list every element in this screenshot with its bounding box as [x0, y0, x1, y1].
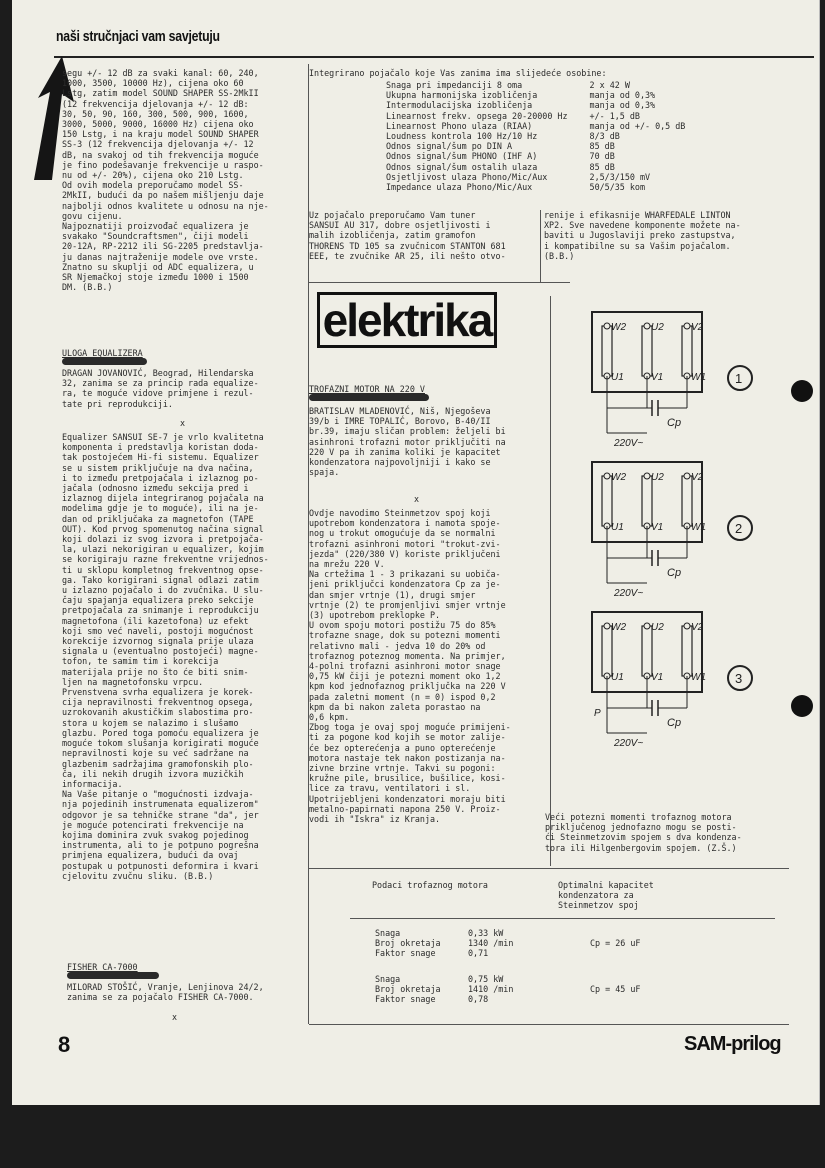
- terminal-label: U1: [611, 522, 624, 533]
- answer-equalizer: Equalizer SANSUI SE-7 je vrlo kvalitetna komponenta i predstavlja koristan doda- tak postojećem Hi-fi sistemu. Equalizer se u sistem priključuje na dva načina, i to između pretpojačala i izlaznog po- jačala (odnosno između sekcija pred i izlaznog dijela integriranog pojačala na modelima gdje je to moguće), ili na je- dan od priključaka za magnetofon (TAPE OUT). Kod prvog spomenutog načina signal koji dolazi iz svog izvora i pretpojača- la, ulazi nekorigiran u equalizer, kojim se korigiraju razne frekventne vrijednos- ti u sklopu kompletnog frekventnog opse- ga. Tako korigirani signal odlazi zatim u izlazno pojačalo i do zvučnika. U slu- čaju spajanja equalizera preko sekcije pretpojačala za snimanje i reprodukciju magnetofona (ili kazetofona) uz efekt koji smo već naveli, postoji mogućnost korekcije izvornog signala prije ulaza signala u (eventualno postojeći) magne- tofon, te samim tim i korekcija materijala prije no što će biti snim- ljen na magnetofonsku vrpcu. Prvenstvena svrha equalizera je korek- cija nepravilnosti frekventnog opsega, uzrokovanih akustičkim slabostima pro- stora u kojem se nalazimo i slušamo glazbu. Pored toga pomoću equalizera je moguće tokom slušanja korigirati moguće nepravilnosti koje su već sadržane na glazbenim sadržajima gramofonskih plo- ča, ili nekih drugih izvora muzičkih informacija. Na Vaše pitanje o "mogućnosti izdvaja- nja pojedinih instrumenata equalizerom" odgovor je sa tehničke strane "da", jer je moguće potencirati frekvencije na kojima dominira zvuk svakog pojedinog instrumenta, ali to je potpuno pogrešna primjena equalizera, budući da ovaj postupak u potpunosti deformira i kvari cjelovitu zvučnu sliku. (B.B.): [62, 432, 269, 881]
- table-rule: [350, 918, 775, 919]
- spec-value: manja od +/- 0,5 dB: [589, 120, 686, 131]
- heading-marker: [62, 358, 147, 365]
- spec-label: Linearnost Phono ulaza (RIAA): [386, 120, 533, 131]
- spec-label: Ukupna harmonijska izobličenja: [386, 90, 538, 101]
- winding: [602, 326, 612, 376]
- spec-value: 2 x 42 W: [589, 80, 630, 90]
- spec-row: [386, 141, 685, 151]
- row2-values: 0,75 kW 1410 /min 0,78: [468, 974, 514, 1005]
- terminal-label: W1: [691, 372, 706, 383]
- terminal-label: U1: [611, 372, 624, 383]
- section-header: naši stručnjaci vam savjetuju: [56, 28, 220, 45]
- terminal-label: U1: [611, 672, 624, 683]
- question-jovanovic: DRAGAN JOVANOVIĆ, Beograd, Hilendarska 32, zanima se za princip rada equalize- ra, te moguće vidove primjene i rezul- tate pri reprodukciji.: [62, 368, 259, 409]
- terminal: [644, 323, 650, 329]
- terminal-label: U2: [651, 322, 664, 333]
- terminal-label: V1: [651, 372, 664, 383]
- separator: x: [172, 1012, 178, 1022]
- brand-logo: SAM-prilog: [684, 1033, 781, 1055]
- row2-capacitor: Cp = 45 uF: [590, 984, 641, 994]
- spec-label: Intermodulacijska izobličenja: [386, 100, 533, 111]
- spec-row: [386, 121, 685, 131]
- spec-row: [386, 111, 685, 121]
- winding: [682, 476, 692, 526]
- spec-value: 85 dB: [589, 141, 615, 152]
- spec-value: manja od 0,3%: [589, 90, 656, 101]
- spec-value: 70 dB: [589, 151, 615, 162]
- terminal: [644, 473, 650, 479]
- question-stosic: MILORAD STOŠIĆ, Vranje, Lenjinova 24/2, zanima se za pojačalo FISHER CA-7000.: [67, 982, 264, 1003]
- terminal-label: U2: [651, 622, 664, 633]
- answer-steinmetz: Ovdje navodimo Steinmetzov spoj koji upotrebom kondenzatora i namota spoje- nog u trokut omogućuje da se normalni trofazni asinhroni motori "trokut-zvi- jezda" (220/380 V) koriste priključeni na mrežu 220 V. Na crtežima 1 - 3 prikazani su uobiča- jeni priključci kondenzatora Cp za je- dan smjer vrtnje (1), drugi smjer vrtnje (2) te promjenljivi smjer vrtnje (3) upotrebom preklopke P. U ovom spoju motori postižu 75 do 85% trofazne snage, dok su potezni momenti relativno mali - jedva 10 do 20% od trofaznog poteznog momenta. Na primjer, 4-polni trofazni asinhroni motor snage 0,75 kW čiji je potezni moment oko 1,2 kpm kod jednofaznog priključka na 220 V pada zaletni moment (n = 0) ispod 0,2 kpm da bi nakon zaleta porastao na 0,6 kpm. Zbog toga je ovaj spoj moguće primijeni- ti za pogone kod kojih se motor zalije- će bez opterećenja a puno opterećenje motora nastaje tek nakon postizanja na- zivne brzine vrtnje. Takvi su pogoni: kružne pile, brusilice, bušilice, kosi- lice za travu, ventilatori i sl. Upotrijebljeni kondenzatori moraju biti metalno-papirnati napona 250 V. Proiz- vodi ih "Iskra" iz Kranja.: [309, 508, 511, 825]
- capacitor-label: Cp: [667, 417, 682, 429]
- capacitor-label: Cp: [667, 567, 682, 579]
- spec-label: Odnos signal/šum po DIN A: [386, 141, 513, 152]
- amp-spec-table: [386, 80, 685, 192]
- terminal: [644, 623, 650, 629]
- spec-row: [386, 80, 685, 90]
- terminal-label: V1: [651, 672, 664, 683]
- terminal: [684, 473, 690, 479]
- separator: x: [414, 494, 420, 504]
- diagram-caption: Veći potezni momenti trofaznog motora priključenog jednofazno mogu se posti- ći Steinmetzovim spojem s dva kondenza- tora ili Hilgenbergovim spojem. (Z.Š.): [545, 812, 742, 853]
- equalizer-models-text: segu +/- 12 dB za svaki kanal: 60, 240, 1000, 3500, 10000 Hz), cijena oko 60 Lstg, zatim model SOUND SHAPER SS-2MkII (12 frekvencija djelovanja +/- 12 dB: 30, 50, 90, 160, 300, 500, 900, 1600, 3000, 5000, 9000, 16000 Hz) cijena oko 150 Lstg, i na kraju model SOUND SHAPER SS-3 (12 frekvencija djelovanja +/- 12 dB, na svakoj od tih frekvencija moguće je fino podešavanje frekvencije u raspo- nu od +/- 20%), cijena oko 210 Lstg. Od ovih modela preporučamo model SS- 2MkII, budući da po našem mišljenju daje najbolji odnos kvalitete u odnosu na nje- govu cijenu. Najpoznatiji proizvođač equalizera je svakako "Soundcraftsmen", čiji modeli 20-12A, RP-2212 ili SG-2205 predstavlja- ju danas najtraženije modele ove vrste. Znatno su skuplji od ADC equalizera, u SR Njemačkoj stoje između 1000 i 1500 DM. (B.B.): [62, 68, 269, 293]
- spec-row: [386, 90, 685, 100]
- heading-marker: [67, 972, 159, 979]
- diagram-number: 3: [735, 671, 743, 686]
- terminal-label: W2: [611, 322, 626, 333]
- terminal: [684, 623, 690, 629]
- heading-fisher: FISHER CA-7000: [67, 962, 138, 972]
- winding: [602, 626, 612, 676]
- table-rule: [309, 1024, 789, 1025]
- spec-value: manja od 0,3%: [589, 100, 656, 111]
- table-header-capacitor: Optimalni kapacitet kondenzatora za Steinmetzov spoj: [558, 880, 654, 911]
- header-rule: [54, 56, 814, 58]
- terminal-label: W1: [691, 522, 706, 533]
- spec-label: Linearnost frekv. opsega 20-20000 Hz: [386, 110, 568, 121]
- spec-value: +/- 1,5 dB: [589, 110, 640, 121]
- spec-value: 85 dB: [589, 161, 615, 172]
- terminal-label: W1: [691, 672, 706, 683]
- terminal-label: W2: [611, 622, 626, 633]
- spec-label: Odnos signal/šum PHONO (IHF A): [386, 151, 538, 162]
- spec-row: [386, 162, 685, 172]
- winding: [682, 626, 692, 676]
- section-divider: [308, 282, 570, 283]
- terminal: [604, 623, 610, 629]
- voltage-label: 220V~: [614, 588, 644, 599]
- terminal-label: V2: [691, 472, 704, 483]
- heading-marker: [309, 394, 429, 401]
- spec-value: 50/5/35 kom: [589, 182, 645, 193]
- separator: x: [180, 418, 186, 428]
- winding: [642, 326, 652, 376]
- terminal: [604, 323, 610, 329]
- switch-label: P: [594, 708, 601, 719]
- spec-row: [386, 100, 685, 110]
- recommendation-right: renije i efikasnije WHARFEDALE LINTON XP2. Sve navedene komponente možete na- baviti u Jugoslaviji preko zastupstva, i kompatibilne su sa Vašim pojačalom. (B.B.): [544, 210, 741, 261]
- spec-row: [386, 151, 685, 161]
- motor-wiring-diagrams: [572, 308, 812, 808]
- punch-hole: [791, 380, 813, 402]
- terminal: [684, 323, 690, 329]
- spec-label: Snaga pri impedanciji 8 oma: [386, 80, 523, 90]
- spec-row: [386, 172, 685, 182]
- row1-labels: Snaga Broj okretaja Faktor snage: [375, 928, 441, 959]
- page-number: 8: [58, 1032, 71, 1057]
- spec-label: Osjetljivost ulaza Phono/Mic/Aux: [386, 171, 548, 182]
- winding: [602, 476, 612, 526]
- voltage-label: 220V~: [614, 438, 644, 449]
- column-divider: [540, 210, 541, 282]
- row1-values: 0,33 kW 1340 /min 0,71: [468, 928, 514, 959]
- spec-value: 2,5/3/150 mV: [589, 171, 651, 182]
- column-divider: [550, 296, 551, 866]
- spec-row: [386, 182, 685, 192]
- terminal-label: V1: [651, 522, 664, 533]
- heading-uloga-equalizera: ULOGA EQUALIZERA: [62, 348, 143, 358]
- row2-labels: Snaga Broj okretaja Faktor snage: [375, 974, 441, 1005]
- row1-capacitor: Cp = 26 uF: [590, 938, 641, 948]
- winding: [682, 326, 692, 376]
- voltage-label: 220V~: [614, 738, 644, 749]
- spec-value: 8/3 dB: [589, 131, 620, 142]
- table-rule: [309, 868, 789, 869]
- recommendation-left: Uz pojačalo preporučamo Vam tuner SANSUI AU 317, dobre osjetljivosti i malih izobličenja, zatim gramofon THORENS TD 105 sa zvučnicom STANTON 681 EEE, te zvučnike AR 25, ili nešto otvo-: [309, 210, 506, 261]
- diagram-number: 2: [735, 521, 743, 536]
- magazine-page: [12, 0, 820, 1105]
- spec-label: Impedance ulaza Phono/Mic/Aux: [386, 182, 533, 193]
- terminal-label: V2: [691, 622, 704, 633]
- winding: [642, 626, 652, 676]
- heading-trofazni-motor: TROFAZNI MOTOR NA 220 V: [309, 384, 425, 394]
- amp-intro: Integrirano pojačalo koje Vas zanima ima slijedeće osobine:: [309, 68, 607, 78]
- spec-row: [386, 131, 685, 141]
- winding: [642, 476, 652, 526]
- terminal-label: U2: [651, 472, 664, 483]
- spec-label: Odnos signal/šum ostalih ulaza: [386, 161, 538, 172]
- diagram-number: 1: [735, 371, 743, 386]
- elektrika-logo: elektrika: [317, 292, 497, 348]
- spec-label: Loudness kontrola 100 Hz/10 Hz: [386, 131, 538, 142]
- terminal: [604, 473, 610, 479]
- table-header-motor: Podaci trofaznog motora: [372, 880, 488, 890]
- punch-hole: [791, 695, 813, 717]
- terminal-label: W2: [611, 472, 626, 483]
- capacitor-label: Cp: [667, 717, 682, 729]
- terminal-label: V2: [691, 322, 704, 333]
- question-mladenovic: BRATISLAV MLADENOVIĆ, Niš, Njegoševa 39/b i IMRE TOPALIĆ, Borovo, B-40/II br.39, imaju sličan problem: željeli bi asinhroni trofazni motor priključiti na 220 V pa ih zanima koliki je kapacitet kondenzatora najpovoljniji i kako se spaja.: [309, 406, 506, 478]
